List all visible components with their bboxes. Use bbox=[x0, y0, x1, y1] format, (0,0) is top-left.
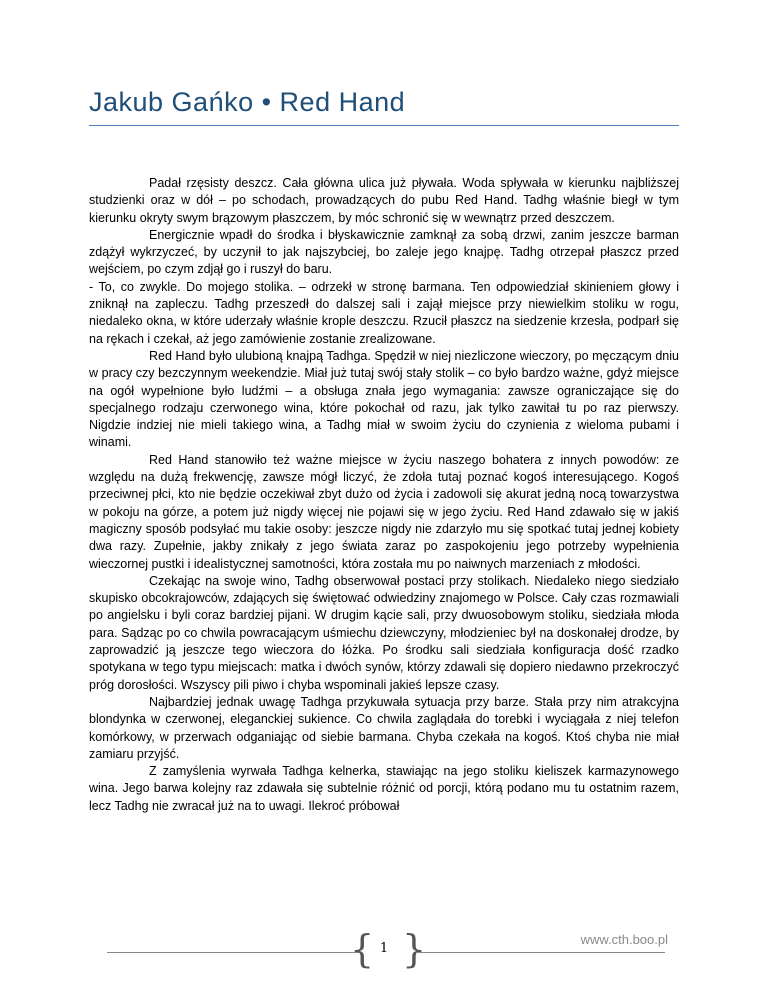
paragraph-8: Z zamyślenia wyrwała Tadhga kelnerka, stawiając na jego stoliku kieliszek karmazynowego wina. Jego barwa kolejny raz zdawała się subtelnie różnić od porcji, którą podano mu tu ostatnim razem, lecz Tadhg nie zwracał już na to uwagi. Ilekroć próbował bbox=[89, 764, 679, 813]
footer-website: www.cth.boo.pl bbox=[580, 932, 668, 947]
right-brace-ornament: } bbox=[402, 927, 427, 971]
title-underline bbox=[89, 125, 679, 126]
paragraph-5: Red Hand stanowiło też ważne miejsce w życiu naszego bohatera z innych powodów: ze względu na dużą frekwencję, zawsze mógł liczyć, że zdoła tutaj poznać kogoś interesującego. Kogoś przeciwnej płci, kto nie będzie oczekiwał zbyt dużo od życia i zadowoli się akurat jedną nocą towarzystwa w pokoju na górze, a potem już nigdy więcej nie pojawi się w jego życiu. Red Hand zdawało się w jakiś magiczny sposób podsyłać mu takie osoby: jeszcze nigdy nie zdarzyło mu się spotkać tutaj jednej kobiety dwa razy. Zupełnie, jakby znikały z jego świata zaraz po zaspokojeniu jego potrzeby wypełnienia wieczornej pustki i idealistycznej samotności, która została mu po naiwnych marzeniach z młodości. bbox=[89, 452, 679, 571]
document-body bbox=[89, 175, 679, 815]
paragraph-4: Red Hand było ulubioną knajpą Tadhga. Spędził w niej niezliczone wieczory, po męczącym dniu w pracy czy bezczynnym weekendzie. Miał już tutaj swój stały stolik – co było bardzo ważne, gdyż miejsce na ogół wypełnione było ludźmi – a obsługa znała jego wymagania: zawsze ograniczające się do specjalnego rodzaju czerwonego wina, które pokochał od razu, jak tylko zawitał tu po raz pierwszy. Nigdzie indziej nie mieli takiego wina, a Tadhg miał w swoim życiu do czynienia z wieloma pubami i winami. bbox=[89, 348, 679, 450]
document-title: Jakub Gańko • Red Hand bbox=[89, 87, 406, 117]
left-brace-ornament: { bbox=[350, 927, 375, 971]
paragraph-7: Najbardziej jednak uwagę Tadhga przykuwała sytuacja przy barze. Stała przy nim atrakcyjna blondynka w czerwonej, eleganckiej sukience. Co chwila zaglądała do torebki i wyciągała z niej telefon komórkowy, w przerwach odganiając od siebie barmana. Chyba czekała na kogoś. Ktoś chyba nie miał zamiaru przyjść. bbox=[89, 694, 679, 761]
footer-divider-left bbox=[107, 952, 359, 953]
page-number: 1 bbox=[379, 941, 389, 956]
paragraph-6: Czekając na swoje wino, Tadhg obserwował postaci przy stolikach. Niedaleko niego siedziało skupisko obcokrajowców, zdających się świętować odwiedziny znajomego w Polsce. Cały czas rozmawiali po angielsku i byli coraz bardziej pijani. W drugim kącie sali, przy dwuosobowym stoliku, siedziała młoda para. Sądząc po co chwila powracającym uśmiechu dziewczyny, młodzieniec był na doskonałej drodze, by zaprowadzić ją jeszcze tego wieczora do łóżka. Po środku sali siedziała konfiguracja dość rzadko spotykana w tego typu miejscach: matka i dwóch synów, którzy zdawali się dopiero niedawno przekroczyć próg dorosłości. Wszyscy pili piwo i chyba wspominali jakieś lepsze czasy. bbox=[89, 573, 679, 692]
footer-divider-right bbox=[416, 952, 665, 953]
paragraph-1: Padał rzęsisty deszcz. Cała główna ulica już pływała. Woda spływała w kierunku najbliższej studzienki oraz w dół – po schodach, prowadzących do pubu Red Hand. Tadhg właśnie biegł w tym kierunku okryty swym brązowym płaszczem, by móc schronić się w wewnątrz przed deszczem. bbox=[89, 176, 679, 225]
paragraph-2: Energicznie wpadł do środka i błyskawicznie zamknął za sobą drzwi, zanim jeszcze barman zdążył wykrzyczeć, by uczynił to jak najszybciej, bo zaleje jego knajpę. Tadhg otrzepał płaszcz przed wejściem, po czym zdjął go i ruszył do baru. bbox=[89, 227, 679, 277]
paragraph-3-dialogue: - To, co zwykle. Do mojego stolika. – odrzekł w stronę barmana. Ten odpowiedział skinieniem głowy i zniknął na zapleczu. Tadhg przeszedł do dalszej sali i zajął miejsce przy niewielkim stoliku w rogu, niedaleko okna, w które uderzały właśnie krople deszczu. Rzucił płaszcz na siedzenie krzesła, podparł się na rękach i czekał, aż jego zamówienie zostanie zrealizowane. bbox=[89, 279, 679, 346]
